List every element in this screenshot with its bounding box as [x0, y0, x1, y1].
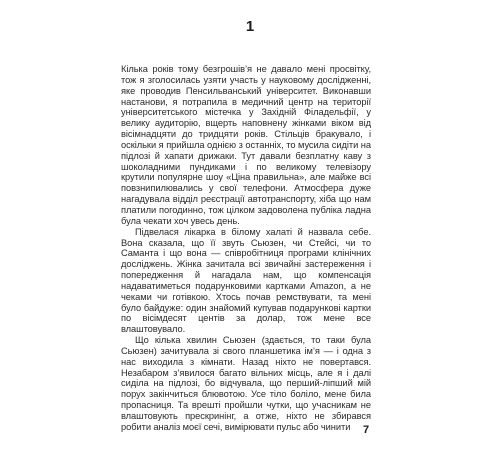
chapter-body-text: [121, 64, 371, 433]
paragraph-3: Що кілька хвилин Сьюзен (здається, то таки була Сьюзен) зачитувала зі свого планшетика ім’я — і одна з нас виходила з кімнати. Назад ніхто не повертався. Незабаром з’явилося багато вільних місць, але я і далі сиділа на підлозі, бо відчувала, що перший-ліпший мій порух закінчиться блювотою. Усе тіло боліло, мене била пропасниця. Та врешті пройшли чутки, що учасникам не влаштовують прескринінг, а отже, ніхто не збирався робити аналіз моєї сечі, вимірювати пульс або чинити: [121, 335, 371, 432]
paragraph-1: Кілька років тому безгрошів’я не давало мені просвітку, тож я зголосилась узяти участь у науковому дослідженні, яке проводив Пенсильванський університет. Виконавши настанови, я потрапила в медичний центр на території університетського містечка у Західній Філадельфії, у велику аудиторію, вщерть наповнену жінками віком від вісімнадцяти до тридцяти років. Стільців бракувало, і оскільки я прийшла однією з останніх, то мусила сидіти на підлозі й хапати дрижаки. Тут давали безплатну каву з шоколадними пундиками і по великому телевізору крутили популярне шоу «Ціна правильна», але майже всі повзнипилювались у свої телефони. Атмосфера дуже нагадувала відділ реєстрації автотранспорту, хіба що нам платили погодинно, тож цілком задоволена публіка ладна була чекати хоч увесь день.: [121, 64, 371, 226]
page-number: 7: [363, 424, 370, 436]
paragraph-2: Підвелася лікарка в білому халаті й назвала себе. Вона сказала, що її звуть Сьюзен, чи Стейсі, чи то Саманта і що вона — співробітниця програми клінічних досліджень. Жінка зачитала всі звичайні застереження і попередження й нагадала нам, що компенсація надаватиметься подарунковими картками Amazon, а не чеками чи готівкою. Хтось почав ремствувати, та мені було байдуже: один знайомий купував подарункові картки по вісімдесят центів за долар, тож мене все влаштовувало.: [121, 226, 371, 335]
chapter-number: 1: [245, 18, 255, 35]
